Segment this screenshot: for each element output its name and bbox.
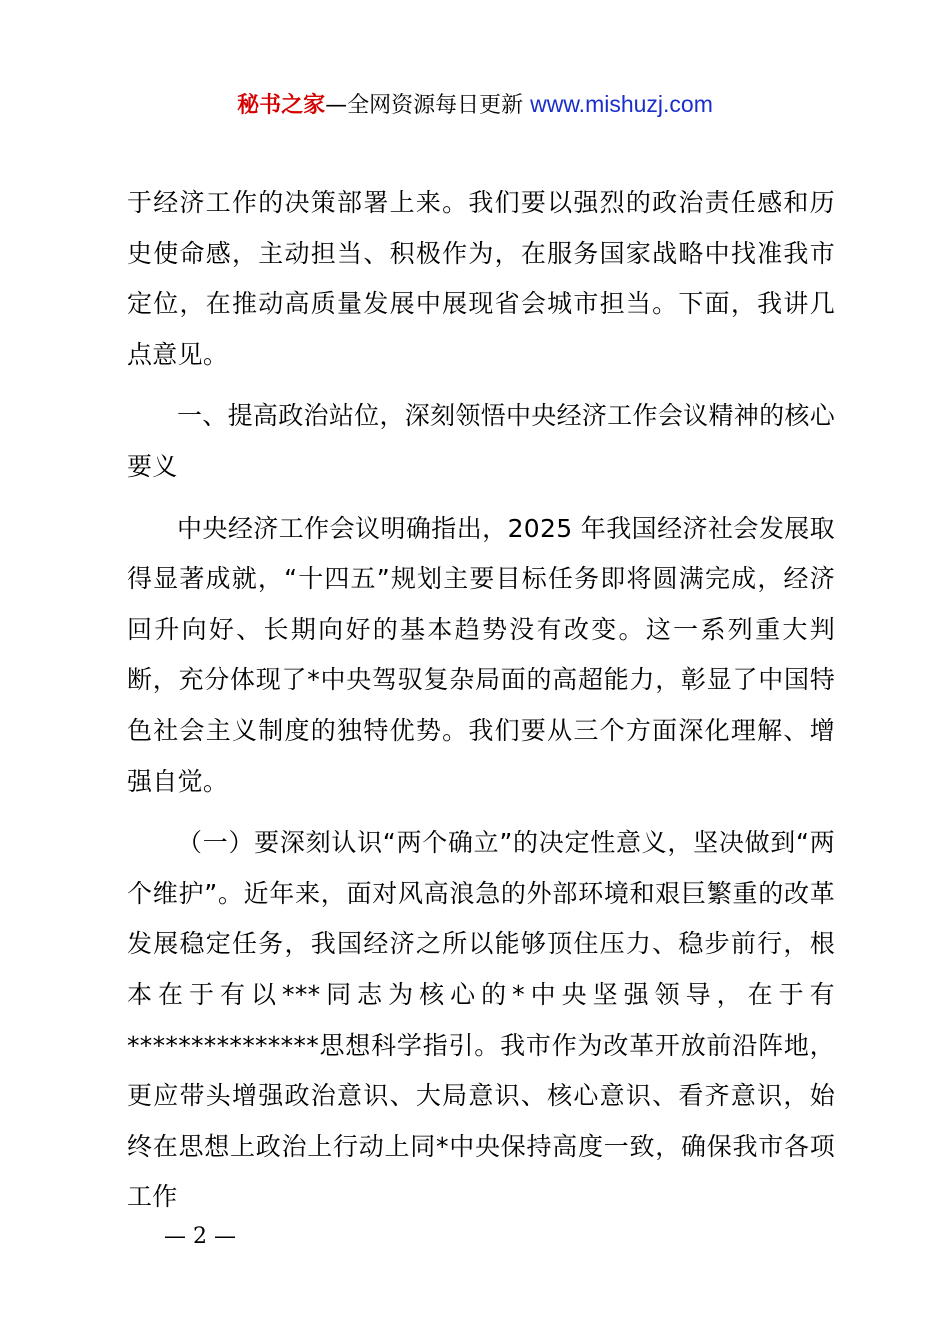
page-header <box>0 88 950 122</box>
site-brand: 秘书之家 <box>237 93 326 118</box>
site-tagline: —全网资源每日更新 <box>325 93 531 118</box>
page-number: — 2 — <box>164 1224 236 1249</box>
paragraph-summary: 中央经济工作会议明确指出，2025 年我国经济社会发展取得显著成就，“十四五”规划主要目标任务即将圆满完成，经济回升向好、长期向好的基本趋势没有改变。这一系列重大判断，充分体现了*中央驾驭复杂局面的高超能力，彰显了中国特色社会主义制度的独特优势。我们要从三个方面深化理解、增强自觉。 <box>127 513 835 796</box>
paragraph-continuation: 于经济工作的决策部署上来。我们要以强烈的政治责任感和历史使命感，主动担当、积极作为，在服务国家战略中找准我市定位，在推动高质量发展中展现省会城市担当。下面，我讲几点意见。 <box>127 188 835 369</box>
document-body <box>127 178 835 1223</box>
section-heading-1: 一、提高政治站位，深刻领悟中央经济工作会议精神的核心要义 <box>127 401 835 481</box>
subsection-paragraph-1: （一）要深刻认识“两个确立”的决定性意义，坚决做到“两个维护”。近年来，面对风高浪急的外部环境和艰巨繁重的改革发展稳定任务，我国经济之所以能够顶住压力、稳步前行，根本在于有以***同志为核心的*中央坚强领导，在于有***************思想科学指引。我市作为改革开放前沿阵地，更应带头增强政治意识、大局意识、核心意识、看齐意识，始终在思想上政治上行动上同*中央保持高度一致，确保我市各项工作 <box>127 828 835 1212</box>
site-url-link[interactable]: www.mishuzj.com <box>530 91 713 117</box>
